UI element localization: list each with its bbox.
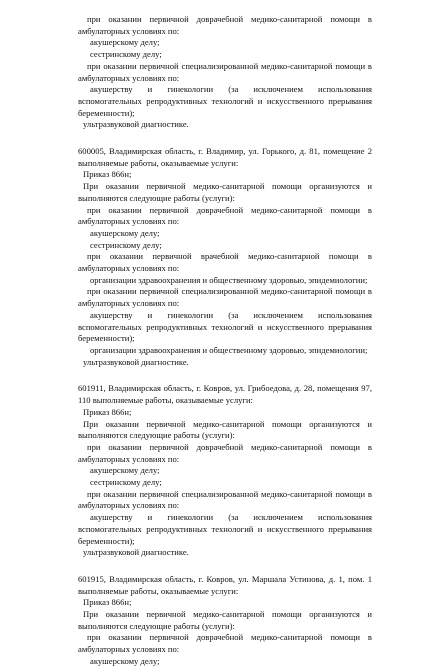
block-gap [78,559,372,574]
paragraph-line: сестринскому делу; [90,239,162,250]
paragraph-line: при оказании первичной доврачебной медико-санитарной помощи в амбулаторных условиях по: [78,632,372,655]
paragraph-line: при оказании первичной доврачебной медико-санитарной помощи в амбулаторных условиях по: [78,441,372,464]
paragraph-line: акушерскому делу; [90,37,160,48]
paragraph-line: акушерству и гинекологии (за исключением использования вспомогательных репродуктивных технологий и искусственного прерывания беременности); [78,512,372,546]
address-block [78,14,372,131]
paragraph-line: При оказании первичной медико-санитарной помощи организуются и выполняются следующие работы (услуги): [78,609,372,631]
paragraph-line: акушерскому делу; [90,465,160,476]
paragraph-line: организации здравоохранения и общественному здоровью, эпидемиологии; [90,274,368,285]
paragraph-line: при оказании первичной врачебной медико-санитарной помощи в амбулаторных условиях по: [78,251,372,274]
address-block [78,574,372,668]
paragraph-line: Приказ 866н; [83,597,132,608]
address-block [78,146,372,368]
paragraph-line: ультразвуковой диагностике. [83,119,189,130]
paragraph-line: при оказании первичной доврачебной медико-санитарной помощи в амбулаторных условиях по: [78,204,372,227]
paragraph-line: акушерству и гинекологии (за исключением использования вспомогательных репродуктивных технологий и искусственного прерывания беременности); [78,84,372,118]
paragraph-line: акушерскому делу; [90,227,160,238]
address-line: 600005, Владимирская область, г. Владимир, ул. Горького, д. 81, помещение 2 выполняемые работы, оказываемые услуги: [78,146,372,168]
paragraph-line: Приказ 866н; [83,406,132,417]
paragraph-line: Приказ 866н; [83,169,132,180]
address-line: 601911, Владимирская область, г. Ковров, ул. Грибоедова, д. 28, помещения 97, 110 выполняемые работы, оказываемые услуги: [78,383,372,406]
address-block [78,383,372,559]
block-gap [78,131,372,146]
paragraph-line: сестринскому делу; [90,49,162,60]
paragraph-line: акушерству и гинекологии (за исключением использования вспомогательных репродуктивных технологий и искусственного прерывания беременности); [78,309,372,344]
paragraph-line: акушерскому делу; [90,655,160,666]
paragraph-line: ультразвуковой диагностике. [83,547,189,558]
paragraph-line: при оказании первичной специализированной медико-санитарной помощи в амбулаторных условиях по: [78,60,372,83]
paragraph-line: При оказании первичной медико-санитарной помощи организуются и выполняются следующие работы (услуги): [78,181,372,203]
paragraph-line: При оказании первичной медико-санитарной помощи организуются и выполняются следующие работы (услуги): [78,418,372,441]
paragraph-line: ультразвуковой диагностике. [83,356,189,367]
paragraph-line: при оказании первичной доврачебной медико-санитарной помощи в амбулаторных условиях по: [78,14,372,36]
paragraph-line: сестринскому делу; [90,477,162,488]
paragraph-line: при оказании первичной специализированной медико-санитарной помощи в амбулаторных условиях по: [78,488,372,511]
address-line: 601915, Владимирская область, г. Ковров, ул. Маршала Устинова, д. 1, пом. 1 выполняемые работы, оказываемые услуги: [78,573,372,596]
paragraph-line: при оказании первичной специализированной медико-санитарной помощи в амбулаторных условиях по: [78,286,372,309]
document-body [78,14,372,668]
paragraph-line: организации здравоохранения и общественному здоровью, эпидемиологии; [90,344,368,355]
block-gap [78,368,372,383]
